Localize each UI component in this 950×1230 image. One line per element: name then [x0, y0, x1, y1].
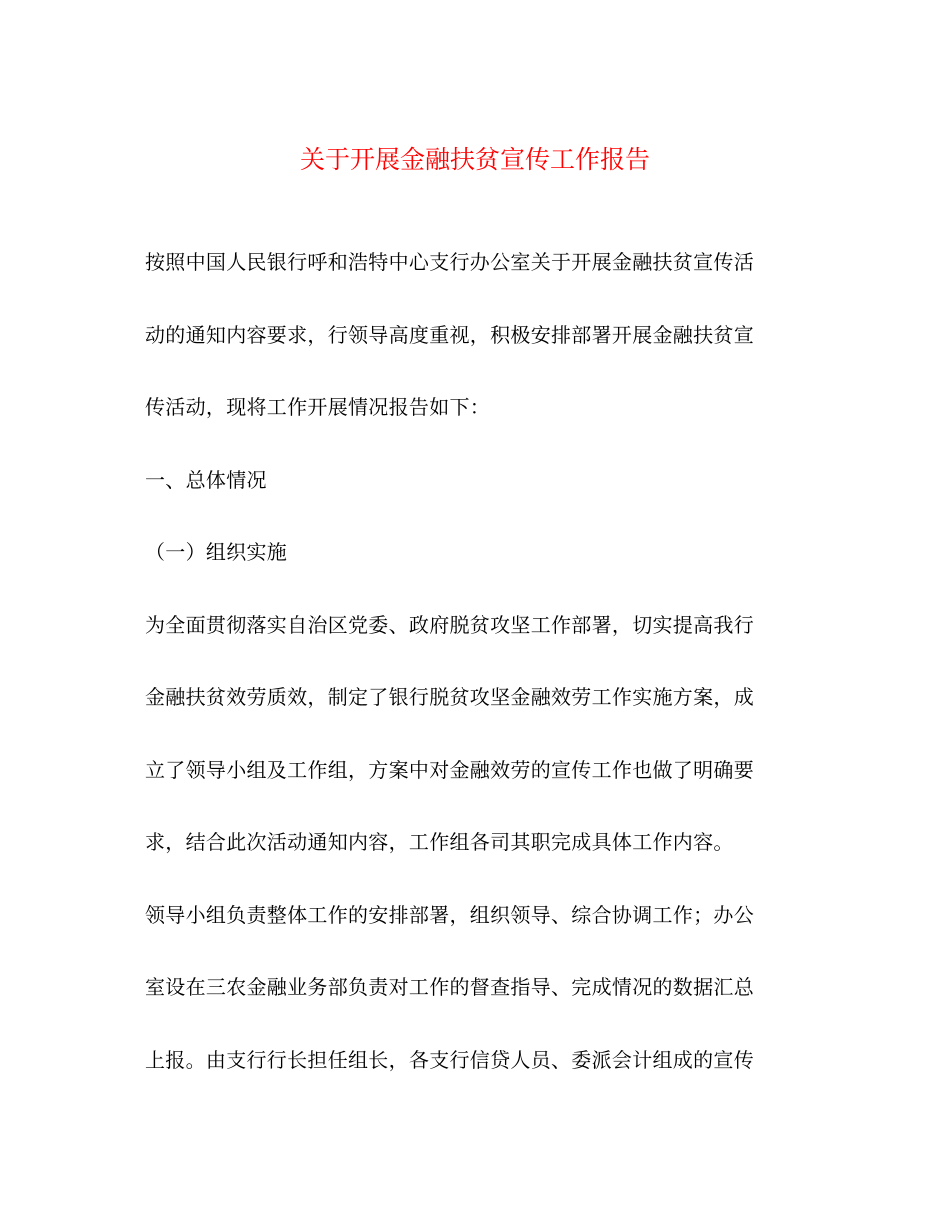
text-line: 为全面贯彻落实自治区党委、政府脱贫攻坚工作部署，切实提高我行 [145, 612, 754, 637]
text-line: 领导小组负责整体工作的安排部署，组织领导、综合协调工作；办公 [145, 902, 754, 927]
heading-organization: （一）组织实施 [145, 540, 288, 564]
text-line: 求，结合此次活动通知内容，工作组各司其职完成具体工作内容。 [145, 830, 734, 854]
document-body [145, 226, 805, 1096]
text-line: 金融扶贫效劳质效，制定了银行脱贫攻坚金融效劳工作实施方案，成 [145, 685, 754, 709]
document-title: 关于开展金融扶贫宣传工作报告 [299, 145, 650, 174]
text-line: 传活动，现将工作开展情况报告如下： [145, 395, 491, 419]
heading-overall: 一、总体情况 [145, 467, 267, 492]
section-heading [145, 444, 805, 517]
text-line: 按照中国人民银行呼和浩特中心支行办公室关于开展金融扶贫宣传活 [145, 250, 754, 274]
text-line: 上报。由支行行长担任组长，各支行信贷人员、委派会计组成的宣传 [145, 1047, 754, 1072]
text-line: 室设在三农金融业务部负责对工作的督查指导、完成情况的数据汇总 [145, 975, 754, 999]
paragraph-implementation [145, 589, 805, 879]
paragraph-leadership [145, 879, 805, 1097]
subsection-heading [145, 516, 805, 589]
paragraph-intro [145, 226, 805, 444]
text-line: 动的通知内容要求，行领导高度重视，积极安排部署开展金融扶贫宣 [145, 322, 754, 347]
text-line: 立了领导小组及工作组，方案中对金融效劳的宣传工作也做了明确要 [145, 757, 754, 782]
